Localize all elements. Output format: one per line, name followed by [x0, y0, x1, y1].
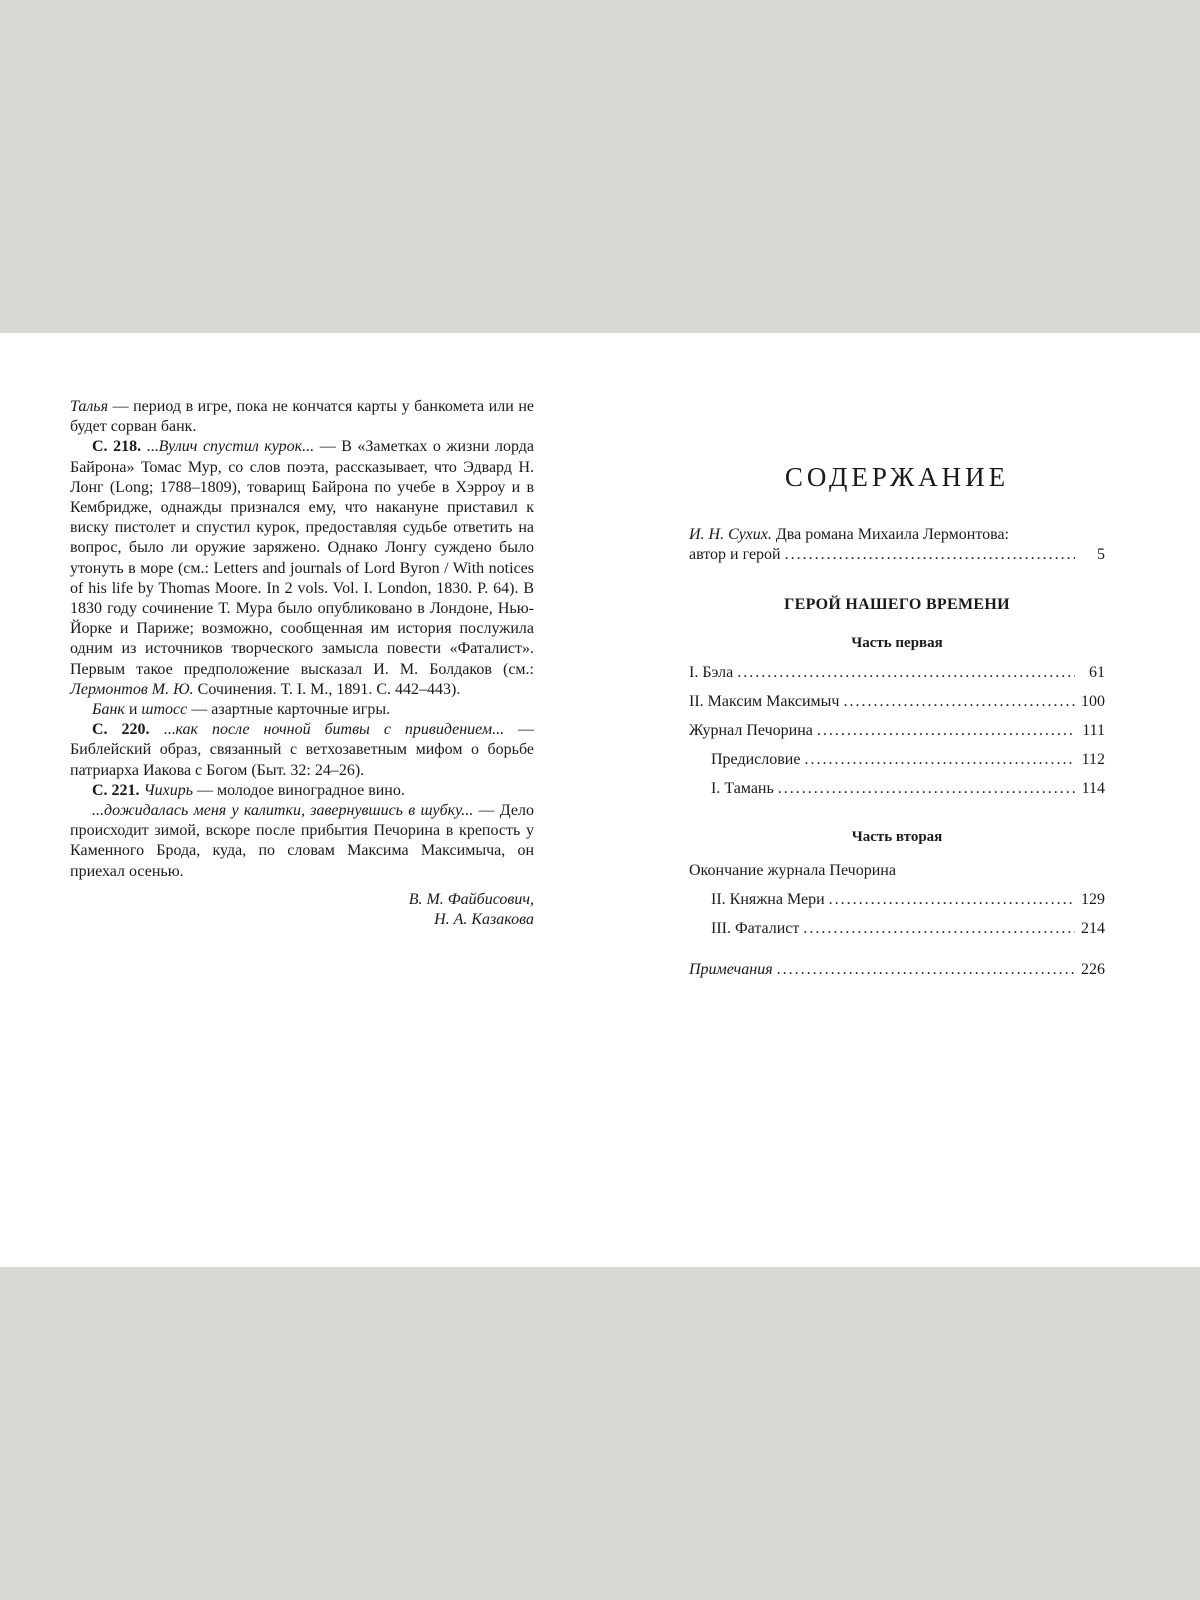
contents-title: СОДЕРЖАНИЕ [784, 462, 1010, 492]
entry-title: II. Княжна Мери [711, 891, 825, 908]
note-quote: штосс [141, 701, 188, 719]
note-paragraph [70, 437, 534, 700]
leader-dots [803, 919, 1075, 939]
note-quote: Чихирь [143, 781, 193, 799]
note-text: — азартные карточные игры. [187, 701, 391, 719]
signature-line-1: В. М. Файбисович, [408, 890, 534, 908]
note-text: — молодое виноградное вино. [192, 781, 405, 799]
intro-author: И. Н. Сухих. [689, 526, 772, 543]
entry-title: I. Бэла [689, 664, 734, 681]
notes-page: 226 [1081, 961, 1105, 978]
entry-page: 114 [1081, 780, 1105, 797]
note-text: — Дело происходит зимой, вскоре после прибытия Печорина в крепость у Каменного Брода, куда, по словам Максима Максимыча, он приехал осенью. [70, 802, 534, 880]
note-paragraph [70, 781, 534, 801]
leader-dots [843, 692, 1075, 712]
note-page-ref: С. 220. [92, 721, 150, 739]
leader-dots [804, 750, 1075, 770]
signature-line-2: Н. А. Казакова [434, 911, 534, 929]
part1-list [689, 663, 1105, 799]
note-text: ... [149, 721, 176, 739]
note-text: Сочинения. Т. I. М., 1891. С. 442–443). [193, 680, 461, 698]
toc-entry-notes[interactable] [689, 960, 1105, 980]
toc-entry-maksim-maksimych[interactable] [689, 692, 1105, 712]
intro-title-line1: Два романа Михаила Лермонтова: [771, 526, 1009, 543]
intro-title-line2: автор и герой [689, 546, 781, 563]
note-paragraph [70, 801, 534, 882]
notes-title: Примечания [689, 961, 773, 978]
note-paragraph [70, 397, 534, 437]
leader-dots [829, 890, 1075, 910]
entry-page: 214 [1081, 920, 1105, 937]
toc-entry-predislovie[interactable] [689, 750, 1105, 770]
left-page-notes [70, 397, 534, 930]
toc-entry-fatalist[interactable] [689, 919, 1105, 939]
note-quote: как после ночной битвы с привидением... [175, 721, 505, 739]
note-quote: Лермонтов М. Ю. [70, 680, 194, 698]
entry-title: III. Фаталист [711, 920, 800, 937]
entry-title: I. Тамань [711, 780, 774, 797]
entry-page: 112 [1081, 751, 1105, 768]
note-text: — Библейский образ, связанный с ветхозаветным мифом о борьбе патриарха Иакова с Богом (Быт. 32: 24–26). [70, 721, 535, 779]
note-paragraph [70, 700, 534, 720]
notes-body [70, 397, 534, 882]
part2-group-title: Окончание журнала Печорина [689, 862, 896, 879]
entry-title: II. Максим Максимыч [689, 693, 840, 710]
leader-dots [737, 663, 1075, 683]
toc-entry-zhurnal-pechorina[interactable] [689, 721, 1105, 741]
entry-page: 111 [1082, 722, 1105, 739]
note-quote: Талья [70, 398, 109, 415]
novel-heading: ГЕРОЙ НАШЕГО ВРЕМЕНИ [784, 596, 1010, 613]
note-quote: Банк [92, 701, 125, 719]
leader-dots [785, 545, 1075, 565]
toc-entry-knyazhna-meri[interactable] [689, 890, 1105, 910]
entry-title: Предисловие [711, 751, 801, 768]
leader-dots [778, 779, 1075, 799]
note-text: — период в игре, пока не кончатся карты у банкомета или не будет сорван банк. [70, 398, 534, 436]
note-paragraph [70, 720, 534, 781]
part2-heading: Часть вторая [851, 829, 943, 845]
note-quote: Вулич спустил курок... [158, 438, 315, 456]
note-quote: ...дожидалась меня у калитки, завернувшись в шубку... [92, 802, 474, 820]
note-page-ref: С. 218. [92, 438, 142, 456]
entry-page: 61 [1089, 664, 1105, 681]
entry-page: 129 [1081, 891, 1105, 908]
toc-intro-entry[interactable] [689, 525, 1105, 565]
book-spread [0, 333, 1200, 1267]
part1-heading: Часть первая [851, 635, 943, 651]
entry-title: Журнал Печорина [689, 722, 813, 739]
leader-dots [777, 960, 1075, 980]
signature [70, 890, 534, 930]
right-page-contents [689, 393, 1105, 980]
note-text: — В «Заметках о жизни лорда Байрона» Томас Мур, со слов поэта, рассказывает, что Эдвард Н. Лонг (Long; 1788–1809), товарищ Байрона по учебе в Хэрроу и в Кембридже, однажды признался ему, что накануне приставил к виску пистолет и спустил курок, предоставляя судьбе ответить на вопрос, было ли оружие заряжено. Однако Лонгу суждено было утонуть в море (см.: Letters and journals of Lord Byron / With notices of his life by Thomas Moore. In 2 vols. Vol. I. London, 1830. P. 64). В 1830 году сочинение Т. Мура было опубликовано в Лондоне, Нью-Йорке и Париже; возможно, сообщенная им история послужила одним из источников творческого замысла повести «Фаталист». Первым такое предположение высказал И. М. Болдаков (см.: [70, 438, 535, 678]
note-page-ref: С. 221. [92, 781, 140, 799]
entry-page: 100 [1081, 693, 1105, 710]
toc-entry-taman[interactable] [689, 779, 1105, 799]
note-text: и [124, 701, 142, 719]
leader-dots [817, 721, 1075, 741]
note-text: ... [141, 438, 159, 456]
toc-entry-bela[interactable] [689, 663, 1105, 683]
intro-page: 5 [1097, 546, 1105, 563]
part2-list [689, 890, 1105, 939]
